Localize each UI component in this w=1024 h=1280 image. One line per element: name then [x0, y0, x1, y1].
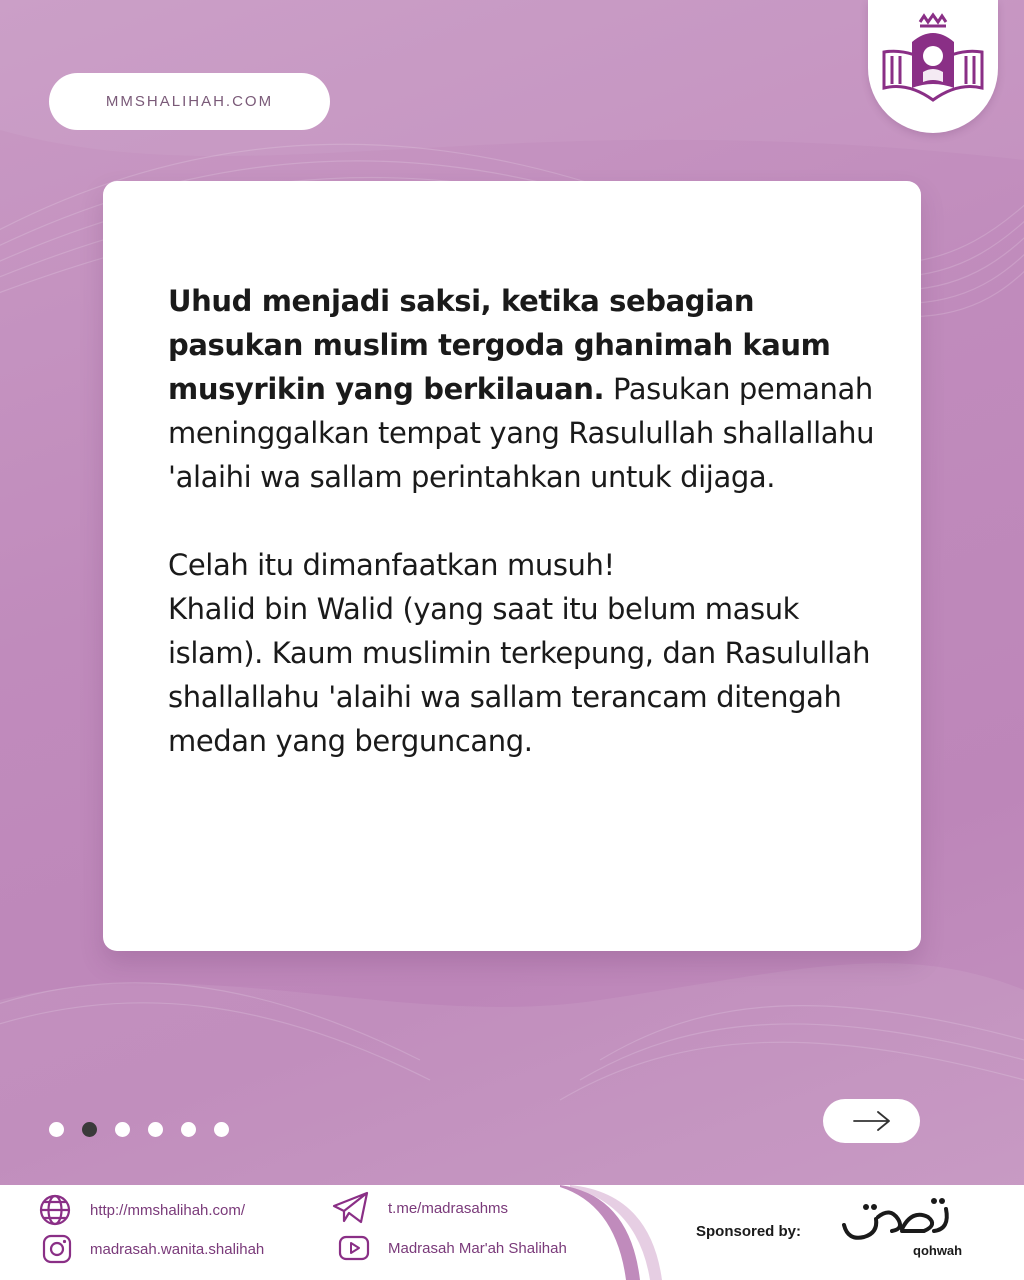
paragraph-1 — [168, 279, 888, 499]
paragraph-2 — [168, 543, 888, 763]
footer-youtube-text: Madrasah Mar'ah Shalihah — [388, 1239, 567, 1257]
footer-website-text: http://mmshalihah.com/ — [90, 1201, 246, 1219]
next-slide-button[interactable] — [823, 1099, 920, 1143]
youtube-icon — [338, 1235, 370, 1261]
content-card — [103, 181, 921, 951]
telegram-icon — [332, 1191, 370, 1225]
footer-instagram[interactable] — [42, 1234, 264, 1264]
sponsor-label: Sponsored by: — [696, 1223, 802, 1240]
brand-logo — [868, 0, 998, 133]
page-dot[interactable] — [49, 1122, 64, 1137]
website-label: MMSHALIHAH.COM — [105, 93, 274, 110]
website-label-pill[interactable] — [49, 73, 330, 130]
paragraph-1-rest: Pasukan pemanah meninggalkan tempat yang Rasulullah shallallahu 'alaihi wa sallam perintahkan untuk dijaga. — [168, 372, 875, 494]
footer-telegram-text: t.me/madrasahms — [388, 1199, 509, 1217]
page-dot[interactable] — [181, 1122, 196, 1137]
qohwah-arabic-logo — [838, 1195, 958, 1247]
arrow-right-icon — [852, 1109, 892, 1133]
footer-bar — [0, 1185, 1024, 1280]
footer-telegram[interactable] — [332, 1191, 508, 1225]
page-dot[interactable] — [214, 1122, 229, 1137]
footer-instagram-text: madrasah.wanita.shalihah — [90, 1240, 265, 1258]
page-dot[interactable] — [148, 1122, 163, 1137]
footer-swoosh — [560, 1185, 680, 1280]
globe-icon — [38, 1193, 72, 1227]
instagram-icon — [42, 1234, 72, 1264]
paragraph-2-rest: Khalid bin Walid (yang saat itu belum masuk islam). Kaum muslimin terkepung, dan Rasulullah shallallahu 'alaihi wa sallam terancam ditengah medan yang berguncang. — [168, 592, 871, 758]
card-text — [168, 279, 888, 763]
page-dot[interactable] — [115, 1122, 130, 1137]
sponsor-name: qohwah — [913, 1243, 963, 1258]
book-crown-logo-icon — [880, 12, 986, 112]
footer-website[interactable] — [38, 1193, 245, 1227]
footer-youtube[interactable] — [338, 1235, 567, 1261]
page-dot-active[interactable] — [82, 1122, 97, 1137]
paragraph-2-line1: Celah itu dimanfaatkan musuh! — [168, 548, 615, 582]
pagination-dots — [49, 1122, 229, 1137]
paragraph-1-bold: Uhud menjadi saksi, ketika sebagian pasukan muslim tergoda ghanimah kaum musyrikin yang berkilauan. — [168, 284, 831, 406]
